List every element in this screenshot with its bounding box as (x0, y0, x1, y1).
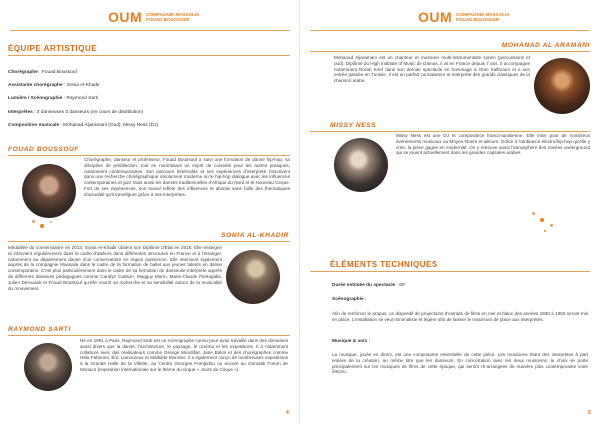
right-page (300, 0, 600, 424)
logo-subtitle: COMPAGNIE MASSALIA FOUAD BOUSSOUF (146, 11, 200, 22)
raymond-divider (8, 335, 290, 336)
credit-assistante: Assistante chorégraphe : Sonia Al-Khadir (8, 83, 100, 88)
mohanad-divider (310, 51, 590, 52)
missy-photo (334, 138, 388, 192)
sonia-divider (8, 241, 290, 242)
name-title-missy: MISSY NESS (330, 122, 377, 129)
page-number-left: 4 (286, 410, 289, 416)
logo-text: OUM (108, 9, 143, 25)
ornament-dots (28, 218, 68, 230)
raymond-bio: Né en 1961 à Paris, Raymond Sarti est un scénographe connu pour avoir travaillé dans des domaines aussi divers que la danse, l'architecture, le paysage, le cinéma et les expositions. Il a notamment collaboré avec des réalisateurs comme George Mondifiat, Jane Birkin et des chorégraphes comme Héla Fattoumi, Éric Lamoureux et Mathilde Monnier. Il a également conçu de nombreuses expositions à la Grande Halle de la Villette, au Centre Georges Pompidou ou encore au Grimaldi Forum de Monaco (exposition internationale sur le thème du cirque « Jours de Cirque »). (80, 338, 288, 372)
header-logo (108, 6, 199, 28)
sonia-photo (226, 250, 280, 304)
header-divider (10, 30, 290, 31)
mohanad-photo (534, 58, 590, 114)
header-divider (310, 30, 590, 31)
scenography-label: Scénographie : (332, 297, 367, 302)
credit-lumiere: Lumière / Scénographie : Raymond Sarti (8, 96, 99, 101)
fouad-bio: Chorégraphe, danseur et professeur, Fouad Boussouf a suivi une formation de danse hip-hop, sa discipline de prédilection, tout en nourrissant un esprit de curiosité pour les autres pratiques, notamment contemporaines. Son parcours hétéroclite et ses expériences d'interprète l'inscrivent dans une recherche chorégraphique résolument moderne où le hip-hop dialogue avec les influences contemporaines et jazz mais aussi les danses traditionnelles d'Afrique du Nord et le Nouveau Cirque. Fort de ses expériences, son travail reflète des influences et aborde sans faillir des thématiques d'actualité qu'il transfigure grâce à ses interprètes. (84, 157, 290, 197)
missy-divider (310, 131, 590, 132)
duration-line: Durée estimée du spectacle : 60' (332, 283, 406, 288)
credit-choregraphe: Chorégraphe : Fouad Boussouf (8, 70, 77, 75)
missy-bio: Missy Ness est une DJ et compositrice franco-tunisienne. Elle mixe pour de nombreux événements musicaux au Moyen-Orient et ailleurs. Grâce à l'ambiance électro/hip-hop qu'elle y crée, la pièce gagne en modernité. On y retrouve aussi l'atmosphère des soirées underground qui se jouent actuellement dans les grandes capitales arabes. (396, 133, 590, 156)
music-label: Musique & voix : (332, 339, 371, 344)
name-title-sonia: SONIA AL-KHADIR (221, 232, 289, 239)
scenography-text: Afin de renforcer le propos, un dispositif de projections d'extraits de films en noir et blanc des années 1930 à 1950 seront mis en place. L'installation se veut minimaliste et légère afin de laisser le maximum de place aux interprètes. (332, 311, 588, 322)
mohanad-bio: Mohanad Aljaramani est un chanteur et musicien multi-instrumentiste syrien (percussions et oud). Diplômé du High Institute of Music de Damas, il vit en France depuis 7 ans. Il accompagne notamment Norah Krief dans son dernier spectacle en hommage à Oum Kalthoum et a son entrée passée en Tunisie. Il est un parfait connaisseur et interprète des grands classiques de la chanson arabe. (334, 55, 530, 84)
header-logo (418, 6, 509, 28)
credit-interpretes: Interprètes : 3 danseuses 3 danseurs (en cours de distribution) (8, 110, 144, 115)
section-title-equipe: ÉQUIPE ARTISTIQUE (8, 44, 98, 53)
logo-text: OUM (418, 9, 453, 25)
fouad-photo (22, 164, 76, 218)
page-number-right: 5 (588, 410, 591, 416)
name-title-mohanad: MOHANAD AL ARAMANI (501, 42, 590, 49)
raymond-photo (24, 343, 72, 391)
music-text: La musique, jouée en direct, est une composante essentielle de cette pièce. Les musiciens étant des interprètes à part entière de la création, au même titre que les danseurs. En concertation avec les deux musiciens, le choix se porte principalement sur les musiques de films de cette époque, qui seront ré-arrangées de manière plus contemporaine voire électro. (332, 352, 588, 375)
technique-divider (310, 271, 590, 272)
fouad-divider (8, 155, 290, 156)
section-title-technique: ÉLÉMENTS TECHNIQUES (330, 260, 438, 269)
name-title-raymond: RAYMOND SARTI (8, 326, 71, 333)
sonia-bio: Médaillée du conservatoire en 2013, Sonia Al-Khadir obtient son Diplôme d'État en 2015. Elle enseigne et intervient régulièrement dans le cadre d'ateliers dans différentes structures en France et à l'étranger, notamment au département danse d'un conservatoire en région parisienne. Elle intervient également auprès de la compagnie Massalia dans le cadre de la formation de ballet aux jeunes talents en danse contemporaine. C'est plus particulièrement dans le cadre de sa formation de danseuse-interprète auprès de différents danseurs pédagogues comme Carolyn Carlson, Magguy Marin, Marie-Claude Pietragalla, Julien Derouault et Fouad Boussouf qu'elle nourrit sa recherche et sa sensibilité autour de la musicalité du mouvement. (8, 245, 222, 291)
ornament-dots (530, 210, 570, 236)
name-title-fouad: FOUAD BOUSSOUF (8, 146, 80, 153)
section-divider (8, 55, 290, 56)
credit-composition: Composition musicale : Mohanad Aljaramani (Oud), Missy Ness (DJ) (8, 123, 159, 128)
logo-subtitle: COMPAGNIE MASSALIA FOUAD BOUSSOUF (456, 11, 510, 22)
